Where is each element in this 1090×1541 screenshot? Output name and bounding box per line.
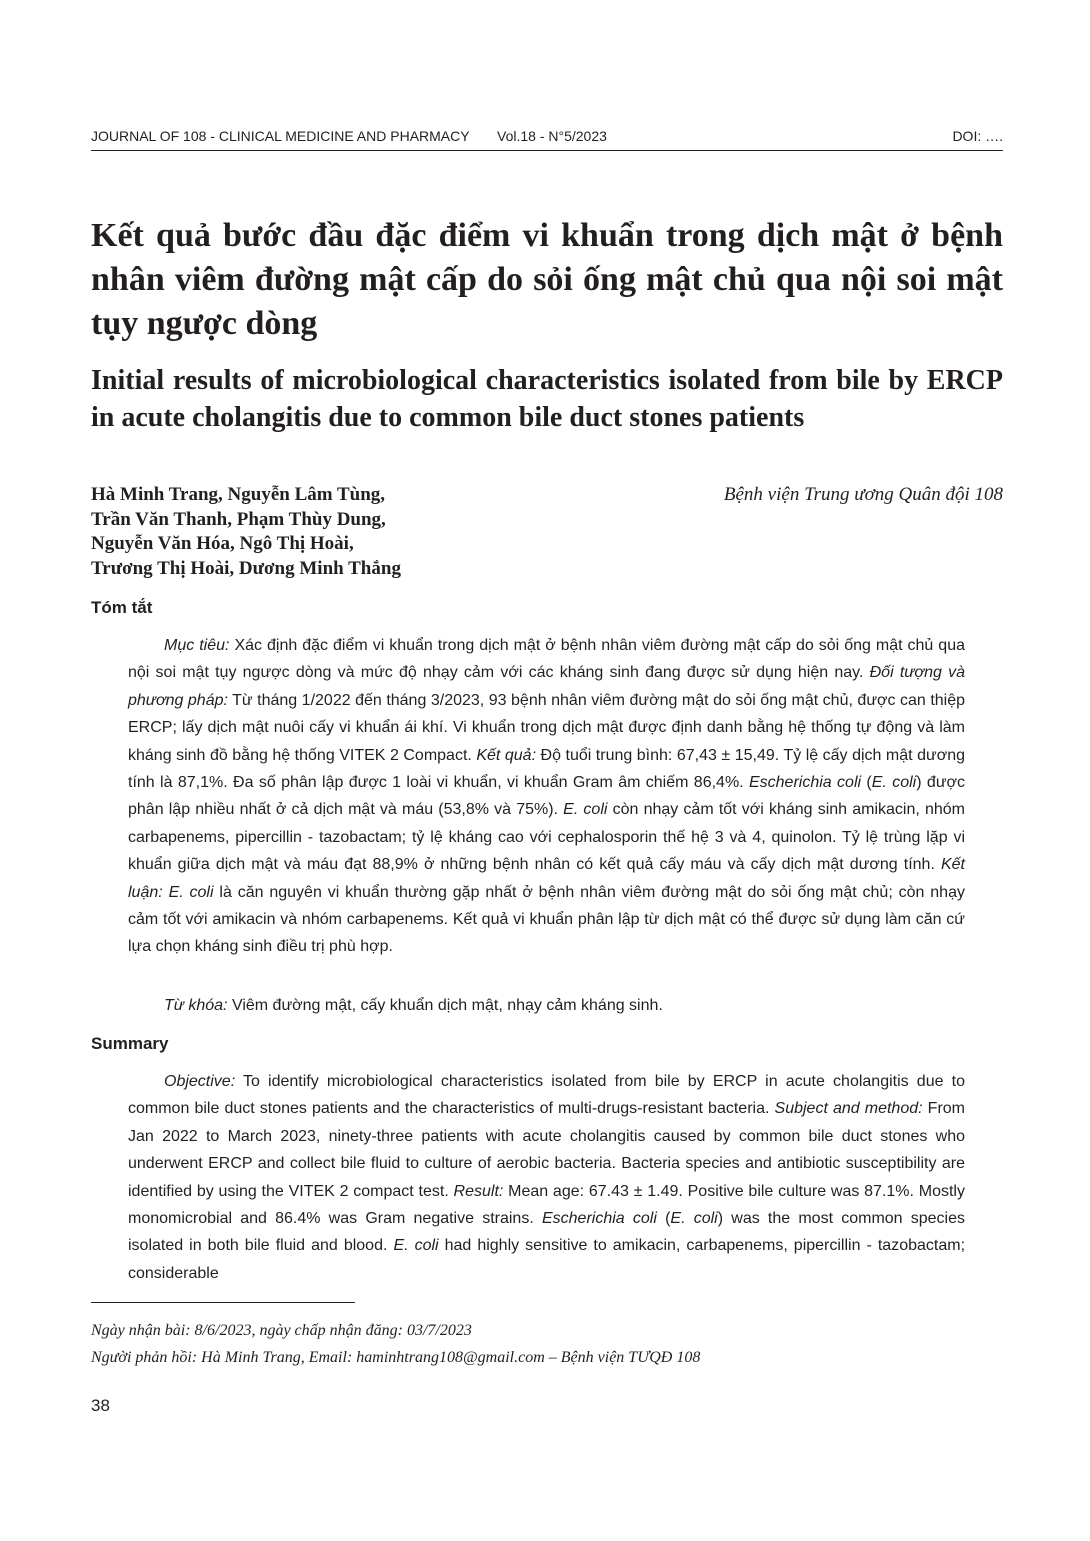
result-text: Mean age: 67.43 ± 1.49. Positive bile culture was 87.1%. Mostly monomicrobial and 86.4% was Gram negative strains. (128, 1182, 965, 1228)
objective-label: Objective: (164, 1073, 236, 1090)
author-list (91, 483, 511, 581)
method-text: Từ tháng 1/2022 đến tháng 3/2023, 93 bệnh nhân viêm đường mật do sỏi ống mật chủ, được can thiệp ERCP; lấy dịch mật nuôi cấy vi khuẩn ái khí. Vi khuẩn trong dịch mật được định danh bằng hệ thống tự động và làm kháng sinh đồ bằng hệ thống VITEK 2 Compact. (128, 691, 966, 764)
method-label: Subject and method: (774, 1100, 923, 1118)
article-title-english: Initial results of microbiological characteristics isolated from bile by ERCP in acute cholangitis due to common bile duct stones patients (91, 365, 1003, 433)
footnote-received: Ngày nhận bài: 8/6/2023, ngày chấp nhận đăng: 03/7/2023 (91, 1322, 472, 1339)
result-label: Kết quả: (476, 746, 537, 764)
species-name: Escherichia coli (541, 1210, 657, 1228)
author-line: Trương Thị Hoài, Dương Minh Thắng (91, 557, 401, 579)
article-title-vietnamese: Kết quả bước đầu đặc điểm vi khuẩn trong dịch mật ở bệnh nhân viêm đường mật cấp do sỏi ống mật chủ qua nội soi mật tụy ngược dòng (91, 217, 1003, 342)
author-line: Trần Văn Thanh, Phạm Thùy Dung, (91, 508, 386, 530)
species-name: E. coli (563, 801, 608, 819)
abstract-heading-en: Summary (91, 1034, 169, 1053)
abstract-body-vi (128, 632, 965, 961)
species-name: E. coli (393, 1237, 439, 1255)
footnote-divider (91, 1302, 355, 1303)
result-text: Độ tuổi trung bình: 67,43 ± 15,49. Tỷ lệ cấy dịch mật dương tính là 87,1%. Đa số phân lập được 1 loài vi khuẩn, vi khuẩn Gram âm chiếm 86,4%. (128, 746, 966, 792)
species-name: Escherichia coli (748, 774, 862, 792)
objective-text: Xác định đặc điểm vi khuẩn trong dịch mật ở bệnh nhân viêm đường mật cấp do sỏi ống mật chủ qua nội soi mật tụy ngược dòng và mức độ nhạy cảm với các kháng sinh đang được sử dụng hiện nay. (128, 637, 966, 682)
result-label: Result: (453, 1182, 504, 1200)
running-header (91, 126, 1003, 151)
author-line: Hà Minh Trang, Nguyễn Lâm Tùng, (91, 484, 386, 505)
result-text: ) được phân lập nhiều nhất ở cả dịch mật và máu (53,8% và 75%). (128, 774, 966, 819)
doi: DOI: …. (952, 128, 1003, 144)
footnote-correspondence: Người phản hồi: Hà Minh Trang, Email: haminhtrang108@gmail.com – Bệnh viện TƯQĐ 108 (91, 1349, 701, 1366)
abstract-body-en (128, 1068, 965, 1287)
conclusion-text: là căn nguyên vi khuẩn thường gặp nhất ở bệnh nhân viêm đường mật do sỏi ống mật chủ; còn nhạy cảm tốt với amikacin và nhóm carbapenems. Kết quả vi khuẩn phân lập từ dịch mật có thể được sử dụng làm căn cứ lựa chọn kháng sinh điều trị phù hợp. (128, 883, 965, 956)
author-line: Nguyễn Văn Hóa, Ngô Thị Hoài, (91, 533, 354, 554)
result-text: ( (656, 1210, 671, 1228)
species-name: E. coli (871, 774, 917, 792)
conclusion-label: Kết luận: (128, 856, 965, 901)
method-text: From Jan 2022 to March 2023, ninety-three patients with acute cholangitis caused by common bile duct stones who underwent ERCP and collect bile fluid to culture of aerobic bacteria. Bacteria species and antibiotic susceptibility are identified by using the VITEK 2 compact test. (128, 1100, 965, 1200)
result-text: còn nhạy cảm tốt với kháng sinh amikacin, nhóm carbapenems, pipercillin - tazobactam; tỷ lệ kháng cao với cephalosporin thế hệ 3 và 4, quinolon. Tỷ lệ trùng lặp vi khuẩn giữa dịch mật và máu đạt 88,9% ở những bệnh nhân có kết quả cấy máu và cấy dịch mật dương tính. (128, 801, 966, 874)
objective-text: To identify microbiological characteristics isolated from bile by ERCP in acute cholangitis due to common bile duct stones patients and the characteristics of multi-drugs-resistant bacteria. (128, 1073, 965, 1118)
abstract-heading-vi: Tóm tắt (91, 598, 153, 617)
species-name: E. coli (670, 1210, 718, 1228)
result-text: ) was the most common species isolated in both bile fluid and blood. (128, 1210, 966, 1255)
journal-name: JOURNAL OF 108 - CLINICAL MEDICINE AND PHARMACY (91, 128, 470, 144)
keywords-text: Viêm đường mật, cấy khuẩn dịch mật, nhạy cảm kháng sinh. (227, 997, 663, 1014)
result-text: ( (861, 774, 872, 792)
keywords (164, 992, 663, 1019)
result-text: had highly sensitive to amikacin, carbapenems, pipercillin - tazobactam; considerable (128, 1237, 966, 1282)
objective-label: Mục tiêu: (164, 637, 230, 654)
keywords-label: Từ khóa: (164, 997, 228, 1014)
species-name: E. coli (168, 883, 214, 901)
volume-issue: Vol.18 - N°5/2023 (497, 128, 607, 144)
affiliation: Bệnh viện Trung ương Quân đội 108 (723, 484, 1003, 505)
method-label: Đối tượng và phương pháp: (128, 664, 965, 709)
page-number: 38 (91, 1396, 110, 1415)
